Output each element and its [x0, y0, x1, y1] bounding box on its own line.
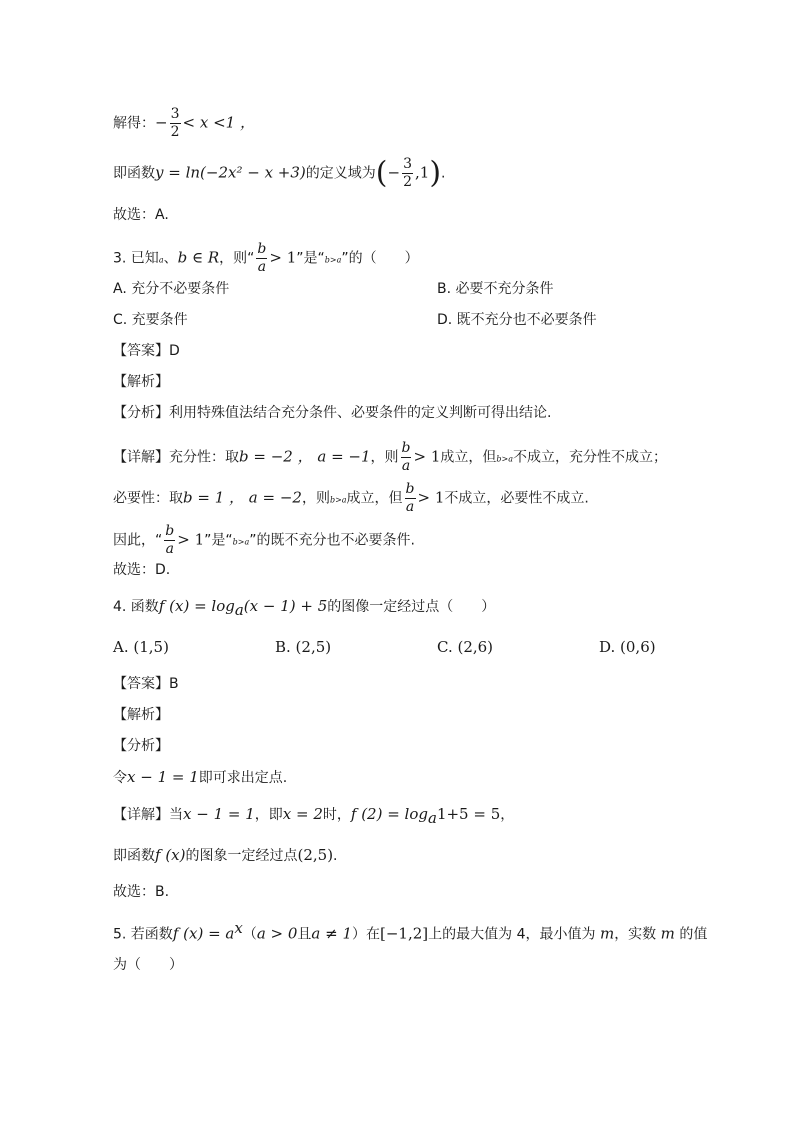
solution-line: 解得：− $\frac{3}{2}$ < x <1 ， — [113, 106, 255, 140]
q3-option-c: C. 充要条件 — [113, 312, 188, 328]
question-5-cont: 为（ ） — [113, 957, 183, 973]
fraction: $\frac{3}{2}$ — [170, 106, 180, 140]
q4-option-c: C. (2,6) — [437, 638, 494, 656]
q4-select: 故选：B. — [113, 884, 170, 900]
q4-analysis: 【分析】 — [113, 738, 169, 754]
q3-option-d: D. 既不充分也不必要条件 — [437, 312, 597, 328]
q3-option-a: A. 充分不必要条件 — [113, 281, 230, 297]
q3-select: 故选：D. — [113, 562, 171, 578]
q3-answer: 【答案】D — [113, 343, 180, 359]
question-4: 4. 函数f $(x) = \log_a(x - 1) + 5$的图像一定经过点（ ） — [113, 597, 496, 619]
q4-hint: 令x − 1 = 1即可求出定点. — [113, 768, 288, 786]
q3-option-b: B. 必要不充分条件 — [437, 281, 554, 297]
q3-analysis-heading: 【解析】 — [113, 374, 169, 390]
q4-option-a: A. (1,5) — [113, 638, 169, 656]
q4-detail-1: 【详解】当x − 1 = 1，即x = 2时，f $(2) = \log_a1+5 = 5$， — [113, 805, 515, 827]
q3-detail-2: 必要性：取b = 1 ， a = −2，则b>a成立，但 $\frac{b}{a}$ > 1不成立，必要性不成立. — [113, 481, 589, 515]
q4-option-d: D. (0,6) — [599, 638, 656, 656]
solution-label: 解得： — [113, 115, 155, 132]
question-5: 5. 若函数f $(x) = a^x(a > 0$且a ≠ 1）在[−1,2]上的最大值为 4，最小值为 m，实数 m 的值 — [113, 919, 708, 943]
q4-analysis-heading: 【解析】 — [113, 707, 169, 723]
q3-detail-3: 因此，“ $\frac{b}{a}$ > 1”是“b>a”的既不充分也不必要条件. — [113, 523, 415, 557]
q4-detail-2: 即函数f (x)的图象一定经过点(2,5). — [113, 846, 338, 864]
answer-select-q2: 故选：A. — [113, 207, 169, 223]
inequality: < x <1 ， — [182, 113, 255, 132]
domain-line: 即函数y = ln(−2x² − x +3)的定义域为(− $\frac{3}{2}$ ,1). — [113, 155, 446, 191]
q3-detail-1: 【详解】充分性：取b = −2 ， a = −1，则 $\frac{b}{a}$ > 1成立，但b>a不成立，充分性不成立； — [113, 440, 667, 474]
q4-answer: 【答案】B — [113, 676, 179, 692]
function-expr: y = ln(−2x² − x +3) — [155, 163, 306, 182]
question-3: 3. 已知a、b ∈ R，则“ $\frac{b}{a}$ > 1”是“b>a”的（ ） — [113, 241, 419, 275]
q4-option-b: B. (2,5) — [275, 638, 332, 656]
q3-analysis: 【分析】利用特殊值法结合充分条件、必要条件的定义判断可得出结论. — [113, 405, 552, 421]
